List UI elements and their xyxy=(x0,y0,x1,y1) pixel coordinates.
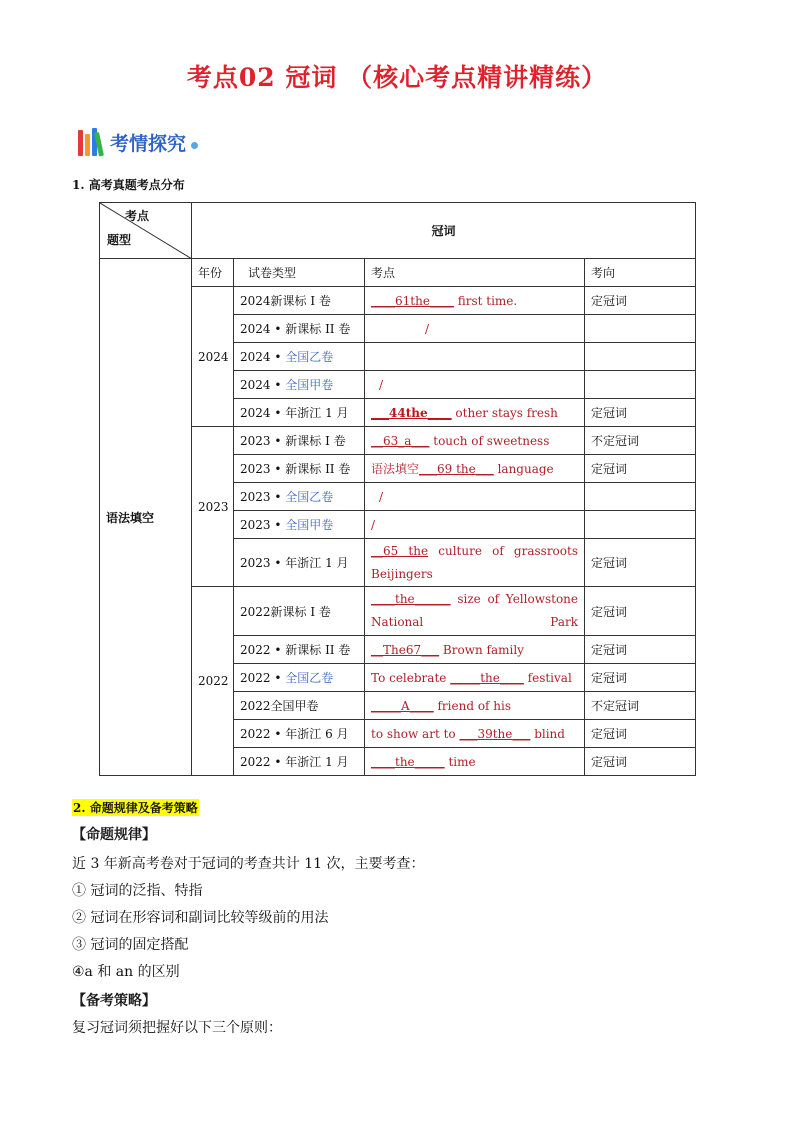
direction-cell xyxy=(585,315,696,343)
direction-cell: 定冠词 xyxy=(585,539,696,587)
direction-cell: 定冠词 xyxy=(585,664,696,692)
direction-cell: 定冠词 xyxy=(585,587,696,636)
point-cell: / xyxy=(365,483,585,511)
page-title: 考点02 冠词 （核心考点精讲精练） xyxy=(186,63,608,92)
diagonal-header-cell xyxy=(100,203,192,259)
direction-cell: 不定冠词 xyxy=(585,427,696,455)
col-header-paper: 试卷类型 xyxy=(234,259,365,287)
paper-cell: 2022 • 全国乙卷 xyxy=(234,664,365,692)
year-cell-2022: 2022 xyxy=(192,587,234,776)
corner-top-label: 考点 xyxy=(124,209,149,223)
paper-cell: 2024 • 新课标 II 卷 xyxy=(234,315,365,343)
paper-cell: 2023 • 年浙江 1 月 xyxy=(234,539,365,587)
paper-cell: 2023 • 全国甲卷 xyxy=(234,511,365,539)
direction-cell xyxy=(585,483,696,511)
paper-cell: 2022全国甲卷 xyxy=(234,692,365,720)
section2-heading: 2. 命题规律及备考策略 xyxy=(73,801,198,815)
paper-cell: 2022 • 年浙江 1 月 xyxy=(234,748,365,776)
point-cell: ____61the____ first time. xyxy=(365,287,585,315)
direction-cell: 定冠词 xyxy=(585,399,696,427)
paper-cell: 2023 • 新课标 II 卷 xyxy=(234,455,365,483)
point-cell xyxy=(365,343,585,371)
paper-cell: 2023 • 全国乙卷 xyxy=(234,483,365,511)
direction-cell: 定冠词 xyxy=(585,636,696,664)
strategy-label: 【备考策略】 xyxy=(72,993,156,1009)
point-cell: ____the______ size of Yellowstone National Park xyxy=(365,587,585,636)
point-cell: __63_a___ touch of sweetness xyxy=(365,427,585,455)
paper-cell: 2023 • 新课标 I 卷 xyxy=(234,427,365,455)
strategy-intro: 复习冠词须把握好以下三个原则： xyxy=(72,1020,282,1036)
point-cell: To celebrate _____the____ festival xyxy=(365,664,585,692)
direction-cell xyxy=(585,371,696,399)
table-header: 冠词 xyxy=(192,203,696,259)
rule-intro: 近 3 年新高考卷对于冠词的考查共计 11 次，主要考查： xyxy=(72,856,425,872)
direction-cell: 定冠词 xyxy=(585,720,696,748)
paper-cell: 2022 • 年浙江 6 月 xyxy=(234,720,365,748)
paper-cell: 2022新课标 I 卷 xyxy=(234,587,365,636)
point-cell: to show art to ___39the___ blind xyxy=(365,720,585,748)
paper-cell: 2022 • 新课标 II 卷 xyxy=(234,636,365,664)
corner-bottom-label: 题型 xyxy=(107,233,132,247)
point-cell: 语法填空___69 the___ language xyxy=(365,455,585,483)
point-cell: _____A____ friend of his xyxy=(365,692,585,720)
banner-text: 考情探究 xyxy=(110,132,187,155)
paper-cell: 2024 • 年浙江 1 月 xyxy=(234,399,365,427)
section1-heading: 1. 高考真题考点分布 xyxy=(72,178,185,192)
point-cell: ____the_____ time xyxy=(365,748,585,776)
year-cell-2024: 2024 xyxy=(192,287,234,427)
paper-cell: 2024 • 全国甲卷 xyxy=(234,371,365,399)
direction-cell xyxy=(585,343,696,371)
col-header-year: 年份 xyxy=(192,259,234,287)
direction-cell: 定冠词 xyxy=(585,455,696,483)
point-cell: __The67___ Brown family xyxy=(365,636,585,664)
direction-cell: 定冠词 xyxy=(585,748,696,776)
banner-dot-icon xyxy=(191,142,198,149)
col-header-direction: 考向 xyxy=(585,259,696,287)
paper-cell: 2024新课标 I 卷 xyxy=(234,287,365,315)
point-cell: ___44the____ other stays fresh xyxy=(365,399,585,427)
paper-cell: 2024 • 全国乙卷 xyxy=(234,343,365,371)
direction-cell xyxy=(585,511,696,539)
rule-item: ② 冠词在形容词和副词比较等级前的用法 xyxy=(72,910,329,926)
books-icon xyxy=(78,128,106,156)
category-cell: 语法填空 xyxy=(100,259,192,776)
col-header-point: 考点 xyxy=(365,259,585,287)
point-cell: / xyxy=(365,511,585,539)
exam-distribution-table xyxy=(99,202,696,776)
point-cell: / xyxy=(365,371,585,399)
year-cell-2023: 2023 xyxy=(192,427,234,587)
point-cell: __65 the culture of grassroots Beijingers xyxy=(365,539,585,587)
rule-label: 【命题规律】 xyxy=(72,827,156,843)
rule-item: ① 冠词的泛指、特指 xyxy=(72,883,203,899)
section-banner xyxy=(78,126,198,158)
point-cell: / xyxy=(365,315,585,343)
rule-item: ③ 冠词的固定搭配 xyxy=(72,937,189,953)
rule-item: ④a 和 an 的区别 xyxy=(72,964,180,980)
direction-cell: 不定冠词 xyxy=(585,692,696,720)
direction-cell: 定冠词 xyxy=(585,287,696,315)
